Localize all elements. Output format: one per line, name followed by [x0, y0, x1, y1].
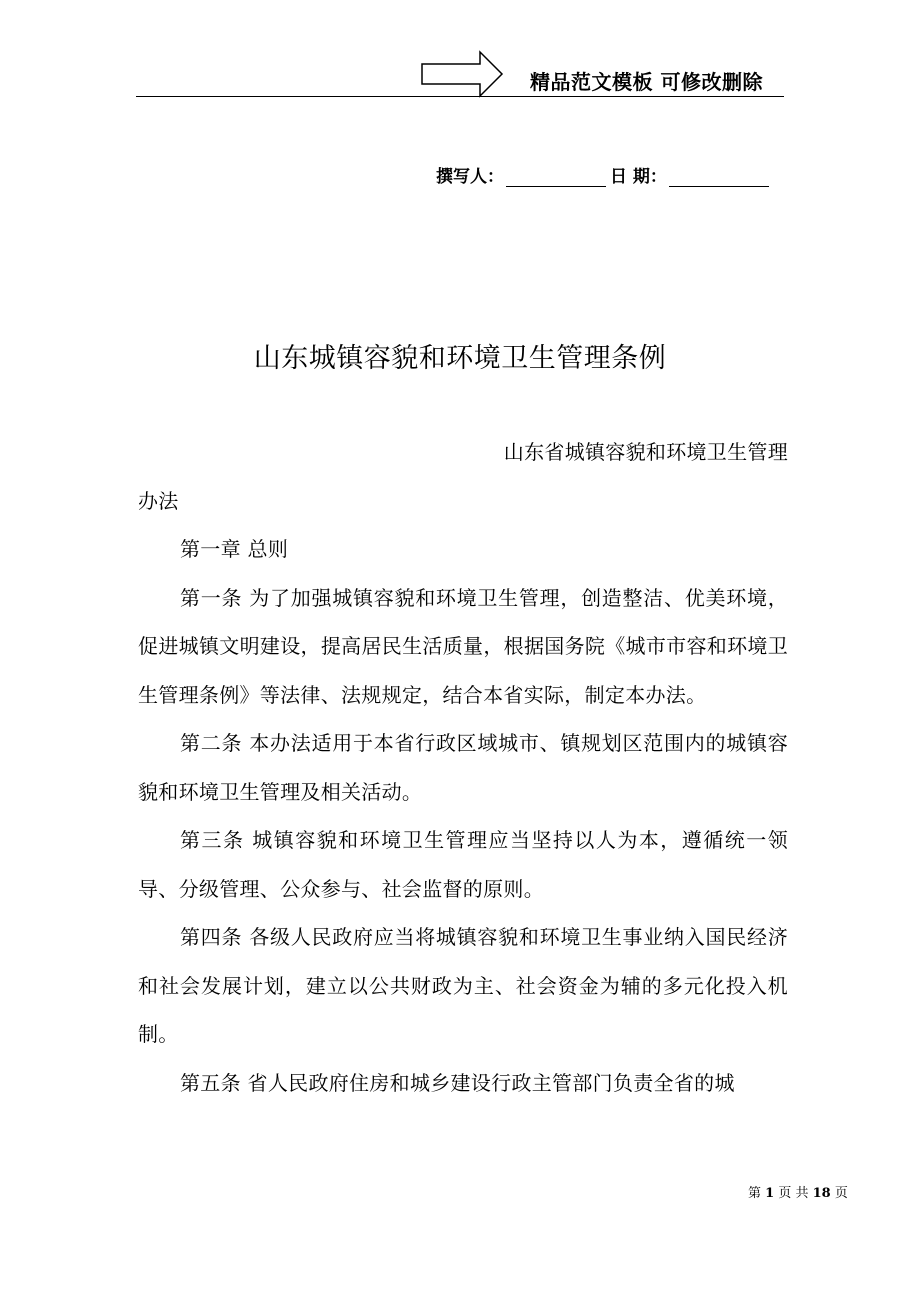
- author-blank: [506, 168, 606, 187]
- article-2: 第二条 本办法适用于本省行政区域城市、镇规划区范围内的城镇容貌和环境卫生管理及相关活动。: [138, 731, 788, 804]
- document-body: [138, 428, 788, 1107]
- article-3: 第三条 城镇容貌和环境卫生管理应当坚持以人为本，遵循统一领导、分级管理、公众参与、社会监督的原则。: [138, 828, 788, 901]
- date-blank: [669, 168, 769, 187]
- article-5: 第五条 省人民政府住房和城乡建设行政主管部门负责全省的城: [180, 1070, 735, 1095]
- header-divider: [136, 96, 784, 97]
- total-pages: 18: [812, 1186, 831, 1201]
- subtitle-line-2: 办法: [138, 488, 179, 513]
- document-title: 山东城镇容貌和环境卫生管理条例: [253, 343, 667, 374]
- author-line: [436, 162, 773, 187]
- chapter-heading: 第一章 总则: [180, 537, 289, 561]
- page-footer: 第 1 页 共 18 页: [748, 1186, 848, 1201]
- article-1: 第一条 为了加强城镇容貌和环境卫生管理，创造整洁、优美环境，促进城镇文明建设，提高居民生活质量，根据国务院《城市市容和环境卫生管理条例》等法律、法规规定，结合本省实际，制定本办法。: [138, 585, 788, 707]
- document-subtitle: [138, 428, 788, 525]
- author-label: 撰写人：: [436, 167, 504, 187]
- subtitle-line-1: 山东省城镇容貌和环境卫生管理: [503, 440, 788, 464]
- article-4: 第四条 各级人民政府应当将城镇容貌和环境卫生事业纳入国民经济和社会发展计划，建立以公共财政为主、社会资金为辅的多元化投入机制。: [138, 925, 788, 1046]
- right-arrow-icon: [420, 50, 504, 98]
- current-page: 1: [765, 1186, 775, 1201]
- date-label: 日 期：: [610, 167, 667, 187]
- header-text: 精品范文模板 可修改删除: [530, 70, 763, 94]
